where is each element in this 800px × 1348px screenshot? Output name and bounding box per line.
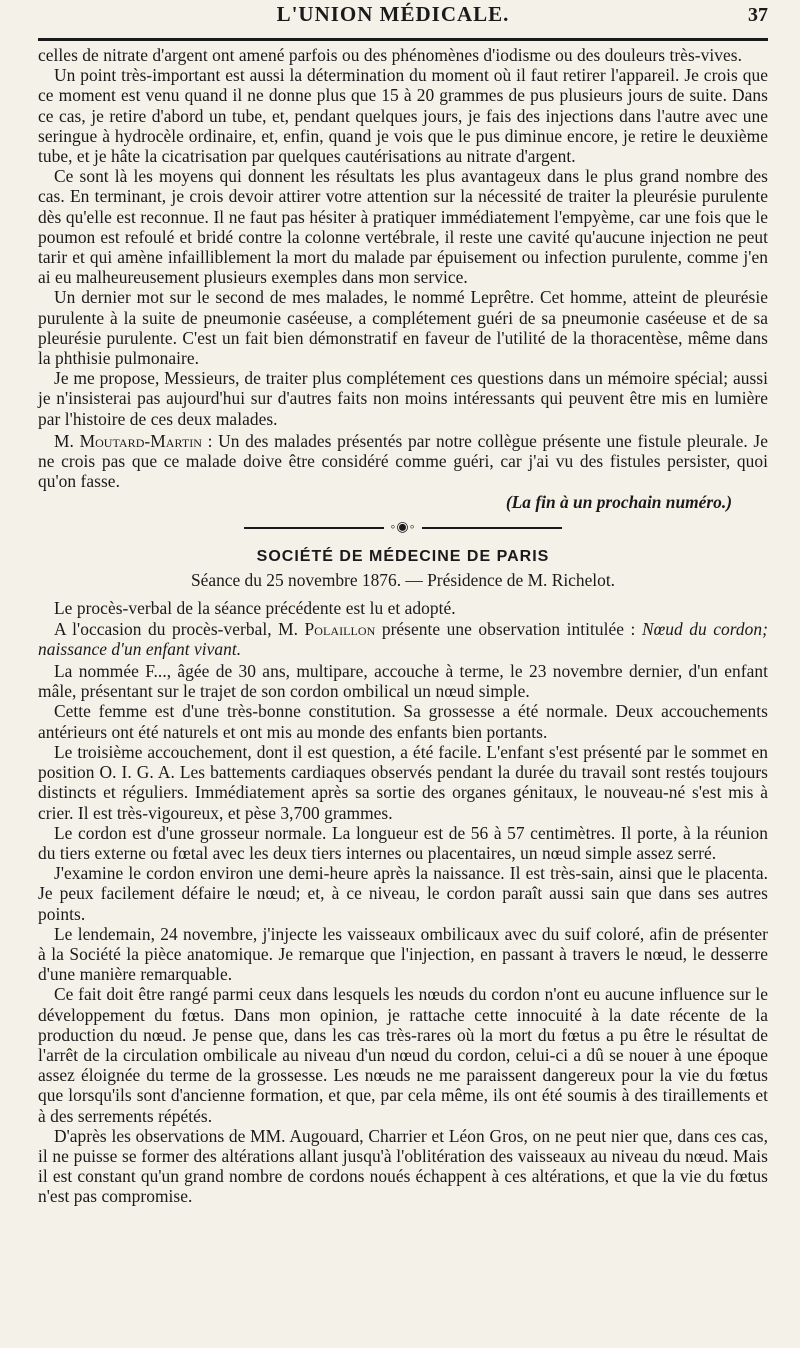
- paragraph: Ce fait doit être rangé parmi ceux dans lesquels les nœuds du cordon n'ont eu aucune influence sur le développement du fœtus. Dans mon opinion, je rattache cette innocuité à la date récente de la production du nœud. Je pense que, dans les cas très-rares où la mort du fœtus a pu être le résultat de l'arrêt de la circulation ombilicale au niveau d'un nœud du cordon, celui-ci a dû se nouer à une époque assez éloignée du terme de la grossesse. Les nœuds ne me paraissent dangereux pour la vie du fœtus que lorsqu'ils sont d'ancienne formation, et que, par cela même, ils ont été soumis à des tiraillements et à des serrements répétés.: [38, 984, 768, 1126]
- proces-verbal: Le procès-verbal de la séance précédente est lu et adopté.: [54, 598, 456, 619]
- ornament-icon: ◦◉◦: [390, 520, 416, 536]
- header-rule: [38, 38, 768, 41]
- presenter-name: Polaillon: [304, 618, 376, 639]
- page-number: 37: [748, 4, 768, 26]
- paragraph: Le troisième accouchement, dont il est question, a été facile. L'enfant s'est présenté par le sommet en position O. I. G. A. Les battements cardiaques observés pendant la durée du travail sont restés toujours distincts et réguliers. Immédiatement après sa sortie des organes génitaux, le nouveau-né s'est mis à crier. Il est très-vigoureux, et pèse 3,700 grammes.: [38, 741, 768, 823]
- paragraph: J'examine le cordon environ une demi-heure après la naissance. Il est très-sain, ainsi que le placenta. Je peux facilement défaire le nœud; et, à ce niveau, le cordon paraît aussi sain que dans ses autres points.: [38, 863, 768, 924]
- remark-text: : Un des malades présentés par notre collègue présente une fistule pleurale. Je ne crois pas que ce malade doive être considéré comme guéri, car j'ai vu des fistules persister, quoi qu'on fasse.: [38, 430, 768, 492]
- observation-title: Nœud du cordon; naissance d'un enfant vivant.: [38, 618, 768, 659]
- intro-lead: A l'occasion du procès-verbal, M.: [54, 618, 305, 639]
- section-divider: [38, 519, 768, 536]
- paragraph: celles de nitrate d'argent ont amené parfois ou des phénomènes d'iodisme ou des douleurs très-vives.: [38, 45, 742, 65]
- paragraph: Le cordon est d'une grosseur normale. La longueur est de 56 à 57 centimètres. Il porte, à la réunion du tiers externe ou fœtal avec les deux tiers internes ou placentaires, un nœud simple assez serré.: [38, 822, 768, 863]
- running-head: [38, 0, 768, 32]
- paragraph: Un point très-important est aussi la détermination du moment où il faut retirer l'appareil. Je crois que ce moment est venu quand il ne donne plus que 15 à 20 grammes de pus plusieurs jours de suite. Dans ce cas, je retire d'abord un tube, et, pendant quelques jours, je fais des injections dans l'autre avec une seringue à hydrocèle ordinaire, et, enfin, quand je vois que le pus diminue encore, je retire le deuxième tube, et je hâte la cicatrisation par quelques cautérisations au nitrate d'argent.: [38, 65, 768, 167]
- paragraph: Cette femme est d'une très-bonne constitution. Sa grossesse a été normale. Deux accouchements antérieurs ont été naturels et ont mis au monde des enfants bien portants.: [38, 701, 768, 742]
- paragraph: D'après les observations de MM. Augouard, Charrier et Léon Gros, on ne peut nier que, dans ces cas, il ne puisse se former des altérations allant jusqu'à l'oblitération des vaisseaux au niveau du nœud. Mais il est constant qu'un grand nombre de cordons noués échappent à ces altérations, et que la vie du fœtus n'est pas compromise.: [38, 1125, 768, 1207]
- session-line: Séance du 25 novembre 1876. — Présidence de M. Richelot.: [190, 570, 616, 591]
- continuation-note: (La fin à un prochain numéro.): [505, 492, 732, 513]
- paragraph: La nommée F..., âgée de 30 ans, multipare, accouche à terme, le 23 novembre dernier, d'un enfant mâle, présentant sur le trajet de son cordon ombilical un nœud simple.: [38, 661, 768, 702]
- society-report: [38, 598, 768, 1206]
- polaillon-intro: [38, 619, 768, 659]
- journal-title: L'UNION MÉDICALE.: [276, 2, 510, 26]
- paragraph: Je me propose, Messieurs, de traiter plus complétement ces questions dans un mémoire spécial; aussi je n'insisterai pas aujourd'hui sur d'autres faits non moins intéressants qui peuvent être mis en lumière par l'histoire de ces deux malades.: [38, 368, 768, 429]
- article-body: [38, 45, 768, 491]
- intro-mid: présente une observation intitulée :: [375, 618, 642, 639]
- section-title: SOCIÉTÉ DE MÉDECINE DE PARIS: [256, 548, 550, 566]
- divider-line: [244, 527, 384, 529]
- divider-line: [422, 527, 562, 529]
- speaker-name: M. Moutard-Martin: [54, 430, 202, 451]
- paragraph: Le lendemain, 24 novembre, j'injecte les vaisseaux ombilicaux avec du suif coloré, afin de présenter à la Société la pièce anatomique. Je remarque que l'injection, en passant à travers le nœud, le desserre d'une manière remarquable.: [38, 923, 768, 985]
- paragraph: Ce sont là les moyens qui donnent les résultats les plus avantageux dans le plus grand nombre des cas. En terminant, je crois devoir attirer votre attention sur la nécessité de traiter la pleurésie purulente dès qu'elle est reconnue. Il ne faut pas hésiter à pratiquer immédiatement l'empyème, car une fois que le poumon est refoulé et bridé contre la colonne vertébrale, il reste une cavité qu'aucune injection ne peut tarir et qui amène infailliblement la mort du malade par épuisement ou infection purulente, comme j'en ai eu malheureusement plusieurs exemples dans mon service.: [38, 166, 768, 288]
- moutard-martin-remark: [38, 431, 768, 492]
- paragraph: Un dernier mot sur le second de mes malades, le nommé Leprêtre. Cet homme, atteint de pleurésie purulente à la suite de pneumonie caséeuse, a complétement guéri de sa pneumonie caséeuse et de sa pleurésie purulente. C'est un fait bien démonstratif en faveur de l'utilité de la thoracentèse, même dans la phthisie pulmonaire.: [38, 287, 768, 369]
